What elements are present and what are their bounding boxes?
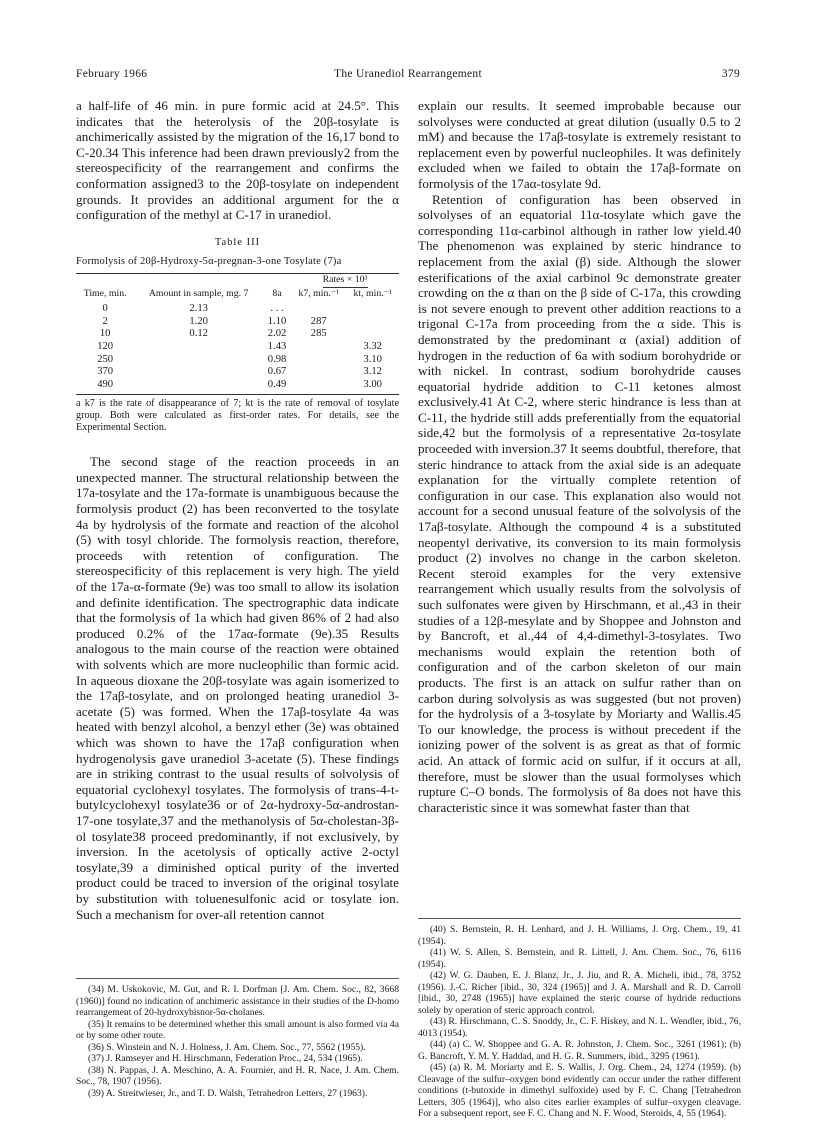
- footnote: (39) A. Streitwieser, Jr., and T. D. Walsh, Tetrahedron Letters, 27 (1963).: [88, 1087, 368, 1099]
- footnotes-right: [418, 908, 741, 1120]
- table-cell: 2: [102, 315, 108, 327]
- table-cell: [346, 316, 399, 329]
- table-cell: [134, 354, 263, 367]
- table-row: [76, 300, 399, 316]
- table-title: Table III: [214, 236, 261, 248]
- table-cell: . . .: [270, 303, 284, 315]
- table-cell: [134, 341, 263, 354]
- footnote-divider: [418, 918, 741, 919]
- column-header: kt, min.⁻¹: [353, 287, 392, 299]
- table-row: [76, 328, 399, 341]
- left-column: [76, 98, 399, 922]
- table-cell: 2.13: [189, 303, 208, 315]
- table-cell: 370: [97, 366, 114, 378]
- footnote: (45) (a) R. M. Moriarty and E. S. Wallis, J. Org. Chem., 24, 1274 (1959). (b) Cleavage of the sulfur–oxygen bond evidently can occur under the rather different conditions (t-butoxide in dimethyl sulfoxide) used by F. C. Chang [Tetrahedron Letters, 305 (1964)], who also cites earlier examples of sulfur–oxygen cleavage. For a subsequent report, see F. C. Chang and N. F. Wood, Steroids, 4, 55 (1964).: [418, 1062, 741, 1119]
- table-cell: 120: [97, 340, 114, 352]
- table-cell: [346, 328, 399, 341]
- table-cell: 0.98: [267, 353, 287, 365]
- table-cell: [291, 354, 346, 367]
- table-row: [76, 341, 399, 354]
- footnotes-left: [76, 968, 399, 1099]
- column-header: 8a: [272, 287, 282, 299]
- table-cell: [291, 379, 346, 395]
- table-cell: 10: [99, 328, 111, 340]
- table-cell: 1.10: [267, 315, 287, 327]
- table-cell: 3.10: [363, 353, 382, 365]
- footnote-divider: [76, 978, 399, 979]
- page-number: 379: [721, 68, 740, 80]
- table-cell: 2.02: [267, 328, 287, 340]
- table-cell: 1.43: [267, 340, 287, 352]
- table-cell: 3.00: [363, 378, 382, 390]
- table-footnote: a k7 is the rate of disappearance of 7; kt is the rate of removal of tosylate group. Both were calculated as first-order rates. For details, see the Experimental Section.: [76, 398, 399, 434]
- column-header: k7, min.⁻¹: [298, 287, 339, 299]
- header-date: February 1966: [76, 68, 148, 80]
- footnote: (35) It remains to be determined whether this small amount is also formed via 4a or by some other route.: [76, 1018, 399, 1041]
- table-row: [76, 379, 399, 395]
- table-cell: 0.12: [189, 328, 208, 340]
- table-cell: 0.67: [267, 366, 287, 378]
- table-row: [76, 354, 399, 367]
- footnote: (42) W. G. Dauben, E. J. Blanz, Jr., J. Jiu, and R. A. Micheli, ibid., 78, 3752 (1956). J.-C. Richer [ibid., 30, 324 (1965)] and J. A. Marshall and R. D. Carroll [ibid., 30, 2748 (1965)] have explained the steric course of hydride reductions solely by operation of steric approach control.: [418, 970, 741, 1016]
- table-cell: 3.12: [363, 366, 382, 378]
- rates-table: [76, 273, 399, 395]
- table-cell: [134, 379, 263, 395]
- paragraph: Retention of configuration has been observed in solvolyses of an equatorial 11α-tosylate which gave the corresponding 11α-carbinol although in rather low yield.40 The phenomenon was explained by steric hindrance to replacement from the axial (β) side. Although the slower esterifications of the axial carbinol 9c demonstrate greater crowding on the α than on the β side of C-17a, this crowding is not severe enough to prevent other addition reactions to a trigonal C-17a from proceeding from the α side. This is demonstrated by the predominant α (axial) addition of hydrogen in the reduction of 6a with sodium borohydride or with nickel. In contrast, sodium borohydride causes equatorial hydride addition to C-11 ketones almost exclusively.41 At C-2, where steric hindrance is less than at C-11, the hydride still adds preferentially from the equatorial side,42 but the formolysis of a representative 2α-tosylate proceeded with inversion.37 It seems doubtful, therefore, that steric hindrance to attack from the axial side is an adequate explanation for the virtually complete retention of configuration in our case. This explanation also would not account for a second unusual feature of the solvolysis of the 17aβ-tosylate. Although the compound 4 is a substituted neopentyl derivative, its conversion to its main formolysis product (2) involves no change in the carbon skeleton. Recent steroid examples for the very extensive rearrangement which usually results from the solvolysis of such sulfonates were given by Hirschmann, et al.,43 in their studies of a 12β-mesylate and by Shoppee and Johnston and by Bancroft, et al.,44 of 4,4-dimethyl-3-tosylates. Two mechanisms would explain the retention both of configuration and of the carbon skeleton of our main products. The first is an attack on sulfur rather than on carbon during solvolysis as was suggested (but not proven) for the hydrolysis of a 3-tosylate by Moriarty and Wallis.45 To our knowledge, the process is without precedent if the ionizing power of the solvent is as great as that of formic acid. An attack of formic acid on sulfur, if it occurs at all, therefore, must be slower than the usual formolyses which rupture C–O bonds. The formolysis of 8a does not have this characteristic since it was somewhat faster than that: [418, 191, 741, 815]
- table-cell: 0: [102, 303, 108, 315]
- table-cell: 285: [310, 328, 327, 340]
- running-header: [76, 68, 740, 86]
- column-header: Time, min.: [83, 287, 127, 299]
- footnote: (43) R. Hirschmann, C. S. Snoddy, Jr., C. F. Hiskey, and N. L. Wendler, ibid., 76, 4013 (1954).: [418, 1016, 741, 1039]
- column-header: Amount in sample, mg. 7: [148, 287, 249, 299]
- footnote: (37) J. Ramseyer and H. Hirschmann, Federation Proc., 24, 534 (1965).: [88, 1053, 363, 1064]
- table-cell: 3.32: [363, 340, 382, 352]
- table-cell: 1.20: [189, 315, 208, 327]
- table-cell: [346, 300, 399, 316]
- table-cell: 490: [97, 378, 114, 390]
- table-cell: [291, 366, 346, 379]
- table-cell: 250: [97, 353, 114, 365]
- footnote: (40) S. Bernstein, R. H. Lenhard, and J. H. Williams, J. Org. Chem., 19, 41 (1954).: [418, 924, 741, 947]
- footnote: (34) M. Uskokovic, M. Gut, and R. I. Dorfman [J. Am. Chem. Soc., 82, 3668 (1960)] found no indication of anchimeric assistance in their studies of the D-homo rearrangement of 20-hydroxybisnor-5α-cholanes.: [76, 984, 399, 1018]
- table-cell: [291, 341, 346, 354]
- table-row: [76, 366, 399, 379]
- table-iii: [76, 235, 399, 435]
- table-cell: 287: [310, 315, 327, 327]
- paragraph: The second stage of the reaction proceeds in an unexpected manner. The structural relationship between the 17a-tosylate and the 17a-formate is unambiguous because the formolysis product (2) has been reconverted to the tosylate 4a by hydrolysis of the formate and reaction of the alcohol (5) with tosyl chloride. The formolysis reaction, therefore, proceeds with retention of configuration. The stereospecificity of this replacement is very high. The yield of the 17a-α-formate (9e) was too small to allow its isolation and definite identification. The spectrographic data indicate that the formolysis of 1a which had given 86% of 2 had also produced 0.2% of the 17aα-formate (9e).35 Results analogous to the main course of the reaction were obtained with solvents which are more nucleophilic than formic acid. In aqueous dioxane the 20β-tosylate was again isomerized to the 17aβ-tosylate, and on prolonged heating uranediol 3-acetate (5) was formed. When the 17aβ-tosylate 4a was heated with benzyl alcohol, a benzyl ether (3e) was obtained which was shown to have the 17aβ configuration when hydrogenolysis gave uranediol 3-acetate (5). These findings are in striking contrast to the usual results of solvolysis of equatorial cyclohexyl tosylates. The formolysis of trans-4-t-butylcyclohexyl tosylate36 or of 2α-hydroxy-5α-androstan-17-one tosylate,37 and the methanolysis of 5α-cholestan-3β-ol tosylate38 proceed predominantly, if not exclusively, by inversion. In the acetolysis of optically active 2-octyl tosylate,39 a diminished optical purity of the inverted product could be traced to inversion of the original tosylate by substitution with toluenesulfonic acid or tosylate ion. Such a mechanism for over-all retention cannot: [76, 454, 399, 922]
- table-caption: Formolysis of 20β-Hydroxy-5α-pregnan-3-one Tosylate (7)a: [76, 256, 342, 268]
- paragraph: a half-life of 46 min. in pure formic acid at 24.5°. This indicates that the heterolysis of the 20β-tosylate is anchimerically assisted by the migration of the 16,17 bond to C-20.34 This inference had been drawn previously2 from the stereospecificity of the rearrangement and confirms the conformation assigned3 to the 20β-tosylate on independent grounds. It provides an additional argument for the α configuration of the methyl at C-17 in uranediol.: [76, 98, 399, 223]
- footnote: (36) S. Winstein and N. J. Holness, J. Am. Chem. Soc., 77, 5562 (1955).: [88, 1041, 366, 1053]
- table-row: [76, 316, 399, 329]
- paragraph: explain our results. It seemed improbable because our solvolyses were conducted at great dilution (usually 0.5 to 2 mM) and because the 17aβ-tosylate is extremely resistant to replacement even by powerful nucleophiles. It was definitely excluded when we failed to obtain the 17aβ-formate on formolysis of the 17aα-tosylate 9d.: [418, 98, 741, 191]
- footnote: (38) N. Pappas, J. A. Meschino, A. A. Fournier, and H. R. Nace, J. Am. Chem. Soc., 78, 1907 (1956).: [76, 1064, 399, 1087]
- footnote: (44) (a) C. W. Shoppee and G. A. R. Johnston, J. Chem. Soc., 3261 (1961); (b) G. Bancroft, Y. M. Y. Haddad, and H. G. R. Summers, ibid., 3295 (1961).: [418, 1039, 741, 1062]
- rates-header: Rates × 10³: [323, 274, 368, 288]
- table-cell: 0.49: [267, 378, 287, 390]
- header-title: The Uranediol Rearrangement: [334, 68, 482, 80]
- table-body: [76, 300, 399, 395]
- table-cell: [291, 300, 346, 316]
- table-cell: [134, 366, 263, 379]
- right-column: [418, 98, 741, 815]
- footnote: (41) W. S. Allen, S. Bernstein, and R. Littell, J. Am. Chem. Soc., 76, 6116 (1954).: [418, 947, 741, 970]
